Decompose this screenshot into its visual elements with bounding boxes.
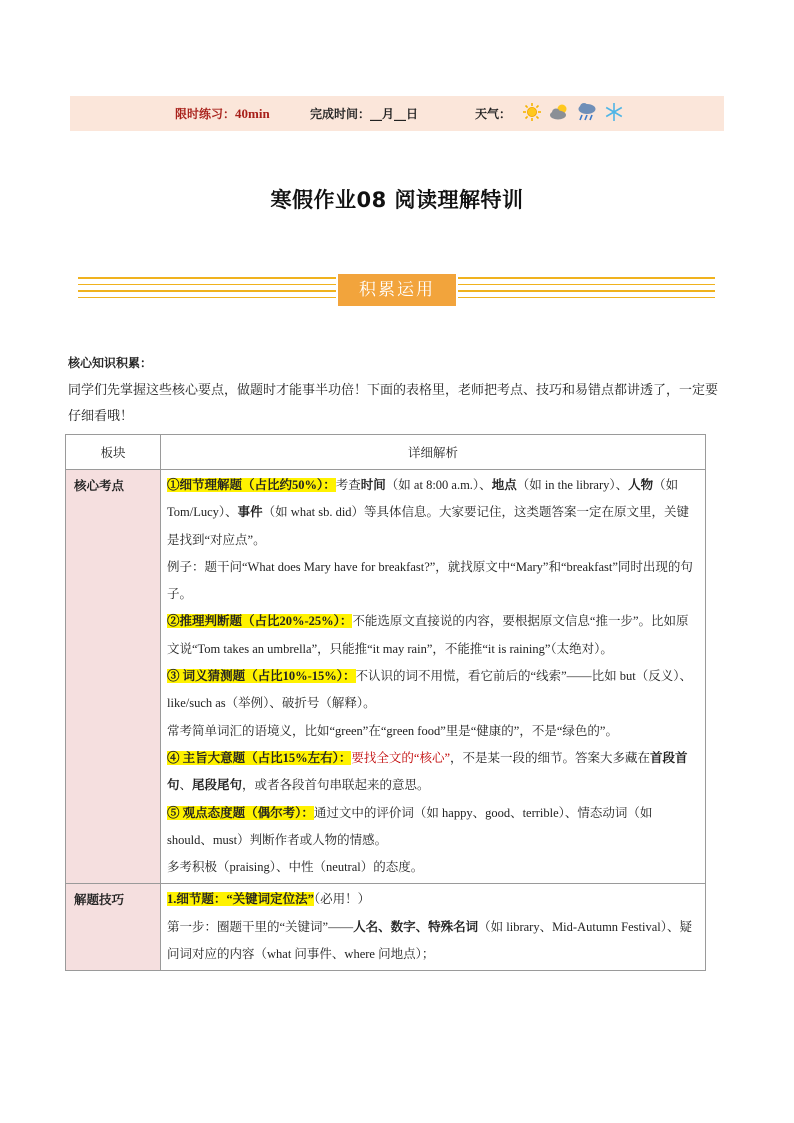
table-header-row — [66, 435, 706, 470]
paragraph: 例子：题干问“What does Mary have for breakfast?”，就找原文中“Mary”和“breakfast”同时出现的句子。 — [167, 559, 693, 602]
row-content — [161, 470, 706, 884]
column-header: 板块 — [66, 435, 161, 470]
paragraph: 多考积极（praising）、中性（neutral）的态度。 — [167, 860, 424, 875]
section-banner: 积累运用 — [338, 274, 456, 306]
header-bar — [70, 96, 724, 131]
paragraph: ⑤ 观点态度题（偶尔考）：通过文中的评价词（如 happy、good、terrible）、情态动词（如 should、must）判断作者或人物的情感。 — [167, 805, 653, 847]
paragraph: 第一步：圈题干里的“关键词”——人名、数字、特殊名词（如 library、Mid-Autumn Festival）、疑问词对应的内容（what 问事件、where 问地点）； — [167, 919, 692, 962]
column-header: 详细解析 — [161, 435, 706, 470]
sun-icon — [522, 102, 542, 122]
paragraph: ③ 词义猜测题（占比10%-15%）：不认识的词不用慌，看它前后的“线索”——比如 but（反义）、like/such as（举例）、破折号（解释）。 — [167, 669, 692, 711]
rain-icon — [576, 101, 598, 123]
section-title: 核心知识积累： — [68, 356, 153, 370]
table-row — [66, 470, 706, 884]
paragraph: 1.细节题：“关键词定位法”（必用！） — [167, 892, 371, 907]
time-limit: 限时练习：40min — [175, 106, 270, 121]
weather-icons — [522, 100, 624, 124]
paragraph: ②推理判断题（占比20%-25%）：不能选原文直接说的内容，要根据原文信息“推一步”。比如原文说“Tom takes an umbrella”，只能推“it may rain”，不能推“it is raining”（太绝对）。 — [167, 614, 689, 656]
paragraph: ①细节理解题（占比约50%）：考查时间（如 at 8:00 a.m.）、地点（如 in the library）、人物（如 Tom/Lucy）、事件（如 what sb. did）等具体信息。大家要记住，这类题答案一定在原文里，关键是找到“对应点”。 — [167, 478, 690, 547]
intro-text: 同学们先掌握这些核心要点，做题时才能事半功倍！下面的表格里，老师把考点、技巧和易错点都讲透了，一定要仔细看哦！ — [68, 383, 719, 424]
row-label: 解题技巧 — [66, 884, 161, 971]
finish-time: 完成时间：__月__日 — [310, 107, 419, 121]
page-title: 寒假作业08 阅读理解特训 — [270, 188, 524, 212]
weather-label: 天气： — [475, 107, 512, 121]
snow-icon — [604, 102, 624, 122]
row-label: 核心考点 — [66, 470, 161, 884]
table-row — [66, 884, 706, 971]
paragraph: ④ 主旨大意题（占比15%左右）：要找全文的“核心”，不是某一段的细节。答案大多藏在首段首句、尾段尾句，或者各段首句串联起来的意思。 — [167, 750, 688, 793]
cloudy-icon — [548, 102, 570, 122]
row-content — [161, 884, 706, 971]
paragraph: 常考简单词汇的语境义，比如“green”在“green food”里是“健康的”，不是“绿色的”。 — [167, 723, 618, 738]
knowledge-table — [65, 434, 706, 971]
